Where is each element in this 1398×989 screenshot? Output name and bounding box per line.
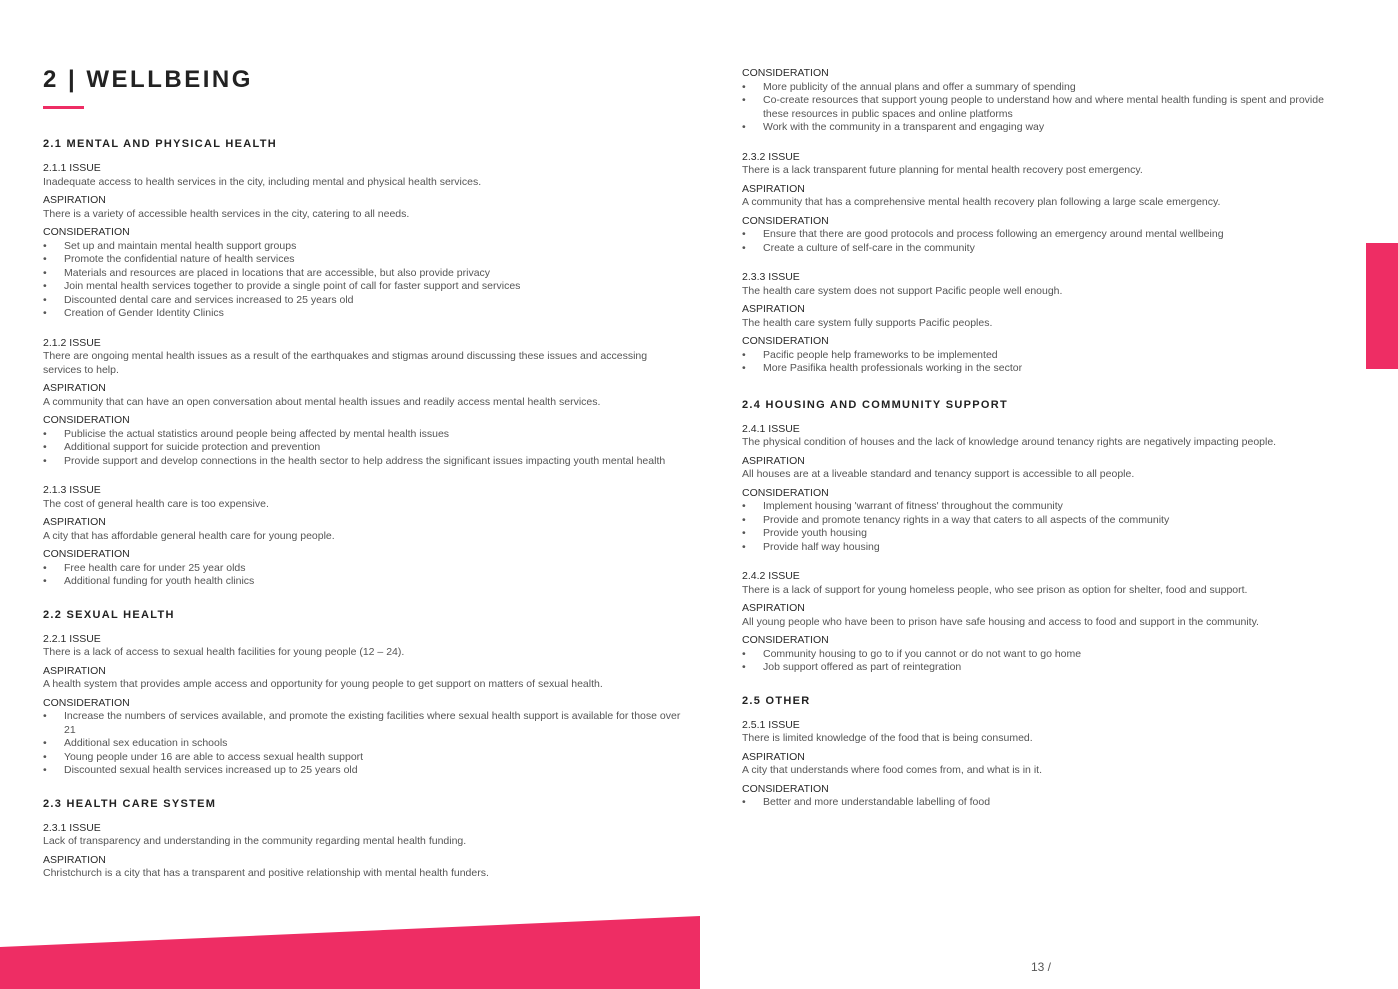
section-heading: 2.5 OTHER [742, 694, 811, 707]
consideration-item [43, 253, 683, 267]
consideration-item [742, 541, 1342, 555]
issue-block [742, 423, 1342, 555]
consideration-text: Increase the numbers of services available, and promote the existing facilities where sexual health support is available for those over 21 [64, 710, 681, 736]
issue-block [742, 151, 1342, 256]
consideration-item [43, 710, 683, 737]
section-heading: 2.1 MENTAL AND PHYSICAL HEALTH [43, 138, 277, 150]
issue-text: Inadequate access to health services in the city, including mental and physical health services. [43, 175, 482, 188]
issue-label: 2.4.1 ISSUE [742, 422, 800, 435]
issue-label: 2.1.1 ISSUE [43, 162, 101, 174]
issue-label: 2.3.3 ISSUE [742, 271, 800, 283]
consideration-text: Provide half way housing [763, 540, 880, 553]
aspiration-text: A city that has affordable general health care for young people. [43, 529, 335, 542]
consideration-item [742, 228, 1342, 242]
issue-block [742, 570, 1342, 675]
consideration-text: Implement housing 'warrant of fitness' throughout the community [763, 500, 1063, 512]
consideration-list [43, 428, 683, 469]
consideration-list [742, 81, 1342, 135]
consideration-item [43, 455, 683, 469]
consideration-item [43, 562, 683, 576]
aspiration-label: ASPIRATION [43, 194, 106, 206]
issue-block [742, 271, 1342, 376]
consideration-item [43, 751, 683, 765]
consideration-item [742, 661, 1342, 675]
consideration-label: CONSIDERATION [43, 414, 130, 426]
aspiration-text: All houses are at a liveable standard and tenancy support is accessible to all people. [742, 468, 1135, 480]
aspiration-label: ASPIRATION [742, 303, 805, 315]
consideration-label: CONSIDERATION [742, 782, 829, 795]
consideration-text: More publicity of the annual plans and offer a summary of spending [763, 80, 1076, 93]
issue-text: There is a lack of support for young homeless people, who see prison as option for shelter, food and support. [742, 583, 1248, 596]
page-number: 13 / [1031, 960, 1052, 974]
consideration-text: Provide and promote tenancy rights in a way that caters to all aspects of the community [763, 513, 1170, 526]
aspiration-label: ASPIRATION [742, 602, 805, 614]
issue-label: 2.3.2 ISSUE [742, 150, 800, 163]
page-title: 2 | WELLBEING [43, 66, 253, 93]
consideration-label: CONSIDERATION [43, 548, 130, 560]
bullet-icon: • [742, 228, 746, 240]
issue-text: There is a lack transparent future planning for mental health recovery post emergency. [742, 164, 1143, 176]
aspiration-text: A health system that provides ample access and opportunity for young people to get support on matters of sexual health. [43, 678, 603, 690]
aspiration-text: Christchurch is a city that has a transparent and positive relationship with mental health funders. [43, 867, 489, 879]
section-heading: 2.2 SEXUAL HEALTH [43, 608, 175, 621]
bullet-icon: • [43, 239, 47, 252]
consideration-text: Co-create resources that support young people to understand how and where mental health funding is spent and provide these resources in public spaces and online platforms [763, 94, 1324, 120]
consideration-text: Set up and maintain mental health support groups [64, 239, 297, 252]
consideration-text: Free health care for under 25 year olds [64, 561, 246, 574]
consideration-item [742, 94, 1342, 121]
consideration-item [43, 575, 683, 589]
bullet-icon: • [43, 253, 47, 265]
consideration-item [43, 441, 683, 455]
aspiration-text: There is a variety of accessible health services in the city, catering to all needs. [43, 207, 410, 220]
consideration-text: Ensure that there are good protocols and process following an emergency around mental wellbeing [763, 228, 1224, 240]
consideration-item [43, 267, 683, 281]
bullet-icon: • [742, 500, 746, 512]
bullet-icon: • [43, 454, 47, 467]
issue-text: The physical condition of houses and the lack of knowledge around tenancy rights are negatively impacting people. [742, 436, 1277, 448]
issue-text: There is a lack of access to sexual health facilities for young people (12 – 24). [43, 646, 405, 658]
consideration-text: Better and more understandable labelling of food [763, 796, 991, 808]
consideration-item [742, 81, 1342, 95]
section-heading: 2.4 HOUSING AND COMMUNITY SUPPORT [742, 398, 1008, 411]
issue-block [43, 822, 683, 881]
issue-text: There is limited knowledge of the food that is being consumed. [742, 732, 1033, 744]
bullet-icon: • [742, 540, 746, 553]
bullet-icon: • [742, 121, 746, 133]
consideration-item [742, 242, 1342, 256]
aspiration-text: The health care system fully supports Pacific peoples. [742, 316, 993, 329]
issue-block [43, 162, 683, 321]
bullet-icon: • [742, 241, 746, 254]
consideration-item [43, 428, 683, 442]
issue-text: The health care system does not support Pacific people well enough. [742, 284, 1063, 297]
issue-block [43, 484, 683, 589]
consideration-text: Pacific people help frameworks to be implemented [763, 348, 998, 361]
bullet-icon: • [43, 750, 47, 763]
section [742, 398, 1342, 675]
bullet-icon: • [43, 764, 47, 776]
bullet-icon: • [43, 293, 47, 306]
issue-block [742, 719, 1342, 810]
consideration-label: CONSIDERATION [43, 226, 130, 238]
consideration-item [742, 796, 1342, 810]
consideration-item [742, 514, 1342, 528]
issue-text: The cost of general health care is too expensive. [43, 497, 269, 510]
bullet-icon: • [43, 575, 47, 587]
consideration-list [742, 228, 1342, 255]
consideration-item [742, 349, 1342, 363]
aspiration-text: A city that understands where food comes from, and what is in it. [742, 764, 1042, 776]
consideration-text: More Pasifika health professionals working in the sector [763, 362, 1023, 374]
bullet-icon: • [742, 647, 746, 660]
consideration-label: CONSIDERATION [742, 486, 829, 499]
consideration-text: Provide support and develop connections in the health sector to help address the significant issues impacting youth mental health [64, 454, 666, 467]
consideration-text: Community housing to go to if you cannot or do not want to go home [763, 647, 1082, 660]
consideration-text: Create a culture of self-care in the community [763, 241, 975, 254]
consideration-item [43, 280, 683, 294]
bullet-icon: • [742, 513, 746, 526]
section [742, 694, 1342, 810]
bullet-icon: • [43, 266, 47, 279]
section-heading: 2.3 HEALTH CARE SYSTEM [43, 797, 217, 810]
consideration-item [43, 737, 683, 751]
consideration-text: Provide youth housing [763, 527, 867, 539]
bullet-icon: • [43, 280, 47, 292]
consideration-item [43, 294, 683, 308]
consideration-list [43, 240, 683, 321]
consideration-text: Additional funding for youth health clinics [64, 575, 255, 587]
consideration-list [742, 648, 1342, 675]
consideration-text: Materials and resources are placed in locations that are accessible, but also provide privacy [64, 266, 491, 279]
aspiration-text: A community that has a comprehensive mental health recovery plan following a large scale emergency. [742, 196, 1221, 208]
consideration-label: CONSIDERATION [742, 634, 829, 646]
bullet-icon: • [43, 441, 47, 453]
left-content [43, 137, 683, 897]
consideration-text: Join mental health services together to provide a single point of call for faster support and services [64, 280, 521, 292]
bullet-icon: • [43, 307, 47, 319]
aspiration-text: A community that can have an open conversation about mental health issues and readily access mental health services. [43, 395, 601, 408]
consideration-label: CONSIDERATION [742, 214, 829, 227]
consideration-label: CONSIDERATION [43, 696, 130, 709]
issue-label: 2.2.1 ISSUE [43, 632, 101, 645]
title-underline [43, 106, 84, 109]
right-content [742, 67, 1342, 826]
aspiration-label: ASPIRATION [43, 382, 106, 394]
consideration-label: CONSIDERATION [742, 67, 829, 79]
consideration-item [742, 362, 1342, 376]
consideration-text: Creation of Gender Identity Clinics [64, 307, 224, 319]
consideration-text: Discounted dental care and services increased to 25 years old [64, 293, 354, 306]
issue-label: 2.1.3 ISSUE [43, 484, 101, 496]
right-edge-tab [1366, 243, 1398, 369]
section [43, 137, 683, 589]
consideration-text: Job support offered as part of reintegration [763, 661, 962, 673]
consideration-item [43, 764, 683, 778]
issue-label: 2.1.2 ISSUE [43, 336, 101, 349]
consideration-text: Promote the confidential nature of health services [64, 253, 295, 265]
consideration-text: Publicise the actual statistics around people being affected by mental health issues [64, 427, 450, 440]
consideration-label: CONSIDERATION [742, 335, 829, 347]
bullet-icon: • [742, 94, 746, 106]
consideration-item [43, 307, 683, 321]
consideration-list [43, 562, 683, 589]
aspiration-label: ASPIRATION [43, 664, 106, 677]
bullet-icon: • [742, 527, 746, 539]
issue-block [43, 337, 683, 469]
section [43, 608, 683, 778]
bullet-icon: • [742, 348, 746, 361]
issue-label: 2.5.1 ISSUE [742, 718, 800, 731]
issue-block [43, 633, 683, 778]
issue-text: Lack of transparency and understanding in the community regarding mental health funding. [43, 835, 467, 847]
bullet-icon: • [43, 710, 47, 722]
bullet-icon: • [742, 362, 746, 374]
consideration-text: Young people under 16 are able to access sexual health support [64, 750, 364, 763]
footer-accent-band [0, 914, 700, 989]
bullet-icon: • [742, 661, 746, 673]
aspiration-label: ASPIRATION [43, 853, 106, 866]
consideration-text: Additional support for suicide protection and prevention [64, 441, 321, 453]
consideration-text: Work with the community in a transparent and engaging way [763, 121, 1045, 133]
aspiration-label: ASPIRATION [742, 182, 805, 195]
section [43, 797, 683, 881]
consideration-item [43, 240, 683, 254]
consideration-list [43, 710, 683, 778]
consideration-text: Discounted sexual health services increased up to 25 years old [64, 764, 358, 776]
bullet-icon: • [43, 427, 47, 440]
aspiration-label: ASPIRATION [742, 750, 805, 763]
consideration-list [742, 500, 1342, 554]
bullet-icon: • [43, 561, 47, 574]
aspiration-label: ASPIRATION [742, 454, 805, 467]
consideration-item [742, 121, 1342, 135]
bullet-icon: • [742, 80, 746, 93]
consideration-item [742, 648, 1342, 662]
issue-label: 2.4.2 ISSUE [742, 570, 800, 582]
bullet-icon: • [43, 737, 47, 749]
consideration-text: Additional sex education in schools [64, 737, 228, 749]
aspiration-label: ASPIRATION [43, 516, 106, 528]
issue-block-continued [742, 67, 1342, 135]
consideration-item [742, 500, 1342, 514]
bullet-icon: • [742, 796, 746, 808]
consideration-list [742, 796, 1342, 810]
aspiration-text: All young people who have been to prison have safe housing and access to food and support in the community. [742, 615, 1259, 628]
consideration-list [742, 349, 1342, 376]
issue-label: 2.3.1 ISSUE [43, 821, 101, 834]
consideration-item [742, 527, 1342, 541]
issue-text: There are ongoing mental health issues as a result of the earthquakes and stigmas around discussing these issues and accessing services to help. [43, 350, 648, 376]
